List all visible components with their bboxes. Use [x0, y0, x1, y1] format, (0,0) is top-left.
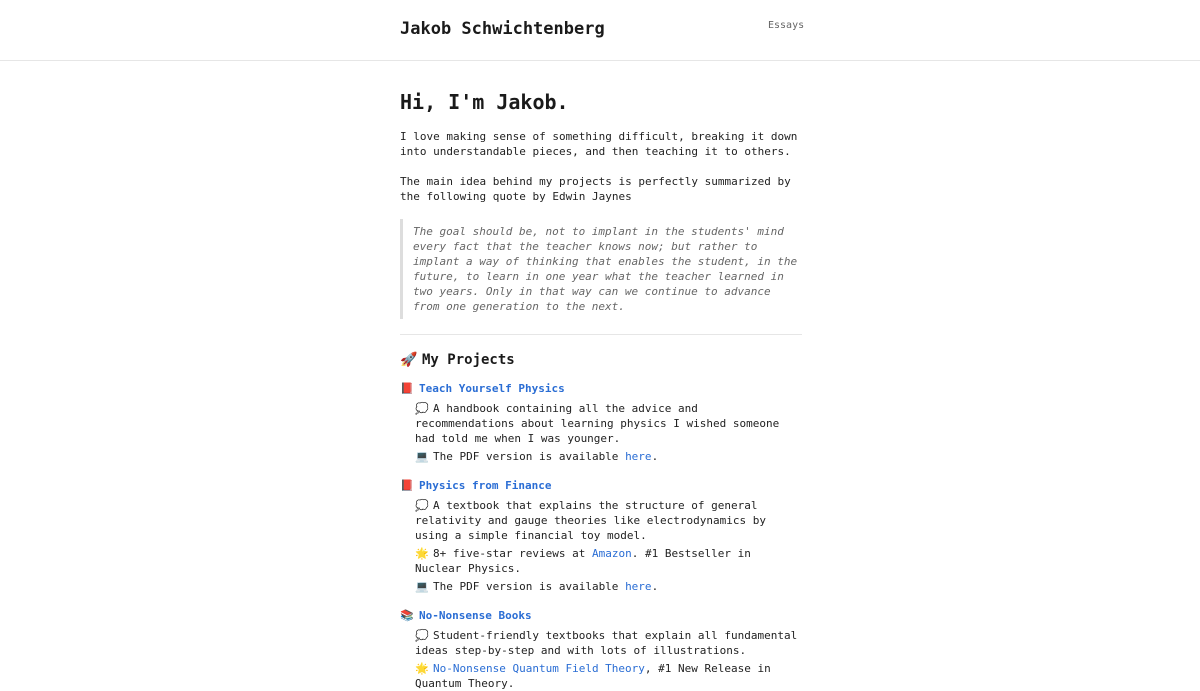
pdf-link[interactable]: here — [625, 580, 652, 593]
main-content — [400, 61, 802, 691]
laptop-icon: 💻 — [415, 450, 429, 463]
books-icon: 📚 — [400, 609, 414, 622]
speech-bubble-icon: 💭 — [415, 629, 429, 642]
intro-heading: Hi, I'm Jakob. — [400, 90, 569, 114]
laptop-icon: 💻 — [415, 580, 429, 593]
project-release-line: 🌟 No-Nonsense Quantum Field Theory, #1 New Release in Quantum Theory. — [415, 662, 771, 690]
project-description: 💭 Student-friendly textbooks that explain all fundamental ideas step-by-step and with lots of illustrations. — [415, 629, 798, 657]
project-link-physics-from-finance[interactable]: Physics from Finance — [419, 479, 552, 492]
red-book-icon: 📕 — [400, 479, 414, 492]
project-link-no-nonsense-books[interactable]: No-Nonsense Books — [419, 609, 532, 622]
project-reviews-line: 🌟 8+ five-star reviews at Amazon. #1 Bestseller in Nuclear Physics. — [415, 547, 751, 575]
intro-paragraph-2: The main idea behind my projects is perfectly summarized by the following quote by Edwin Jaynes — [400, 175, 791, 203]
project-pdf-line: 💻 The PDF version is available here. — [415, 580, 659, 593]
rocket-icon: 🚀 — [400, 352, 418, 368]
red-book-icon: 📕 — [400, 382, 414, 395]
project-description: 💭 A textbook that explains the structure of general relativity and gauge theories like electrodynamics by using a simple financial toy model. — [415, 499, 766, 542]
section-divider — [400, 334, 802, 335]
amazon-link[interactable]: Amazon — [591, 547, 632, 560]
jaynes-quote: The goal should be, not to implant in the students' mind every fact that the teacher knows now; but rather to implant a way of thinking that enables the student, in the future, to learn in one year what the teacher learned in two years. Only in that way can we continue to advance from one generation to the next. — [400, 219, 802, 319]
project-title-row — [400, 381, 802, 396]
project-item — [400, 608, 802, 691]
project-title-row — [400, 608, 802, 623]
project-item — [400, 381, 802, 464]
star-icon: 🌟 — [415, 547, 429, 560]
site-title[interactable]: Jakob Schwichtenberg — [400, 19, 605, 39]
projects-title: My Projects — [422, 352, 515, 368]
nav-link-essays[interactable]: Essays — [768, 20, 805, 31]
star-icon: 🌟 — [415, 662, 429, 675]
qft-book-link[interactable]: No-Nonsense Quantum Field Theory — [433, 662, 645, 675]
project-pdf-line: 💻 The PDF version is available here. — [415, 450, 659, 463]
project-link-teach-yourself-physics[interactable]: Teach Yourself Physics — [419, 382, 565, 395]
speech-bubble-icon: 💭 — [415, 499, 429, 512]
project-item — [400, 478, 802, 594]
intro-paragraph-1: I love making sense of something difficult, breaking it down into understandable pieces, and then teaching it to others. — [400, 130, 798, 158]
pdf-link[interactable]: here — [625, 450, 652, 463]
projects-heading — [400, 351, 802, 369]
project-description: 💭 A handbook containing all the advice and recommendations about learning physics I wished someone had told me when I was younger. — [415, 402, 780, 445]
speech-bubble-icon: 💭 — [415, 402, 429, 415]
site-header — [0, 0, 1200, 61]
project-title-row — [400, 478, 802, 493]
